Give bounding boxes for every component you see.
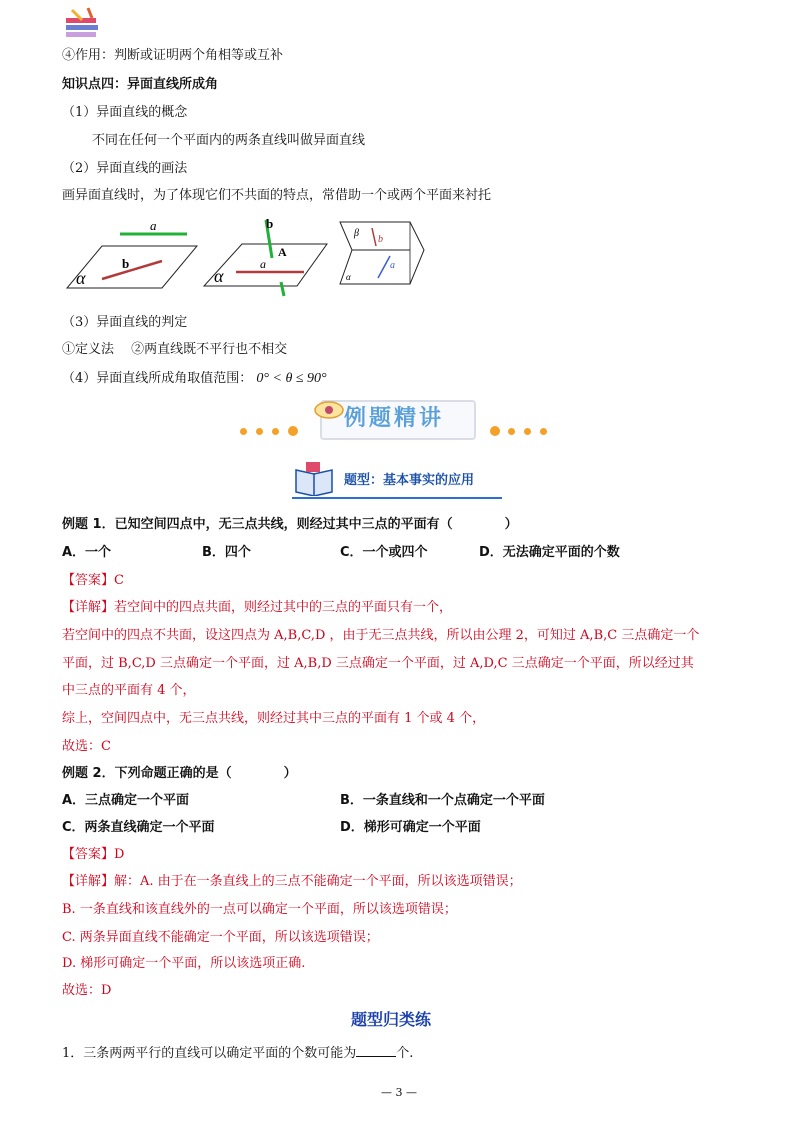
answer-blank[interactable]	[356, 1044, 396, 1057]
example-2-explanation-line: 故选：D	[62, 983, 112, 998]
label-a: a	[150, 218, 157, 233]
judgement-heading: （3）异面直线的判定	[62, 315, 188, 330]
example-1-explanation-line: 中三点的平面有 4 个，	[62, 683, 196, 698]
angle-range-label: （4）异面直线所成角取值范围：	[62, 371, 253, 386]
example-1-option-c: C．一个或四个	[340, 545, 428, 560]
practice-q1-suffix: 个.	[396, 1046, 414, 1061]
skew-lines-figure-1	[62, 216, 202, 296]
concept-text: 不同在任何一个平面内的两条直线叫做异面直线	[92, 133, 366, 148]
example-2-explanation-line: D. 梯形可确定一个平面，所以该选项正确.	[62, 956, 306, 971]
example-2-explanation-line: 【详解】解：A. 由于在一条直线上的三点不能确定一个平面，所以该选项错误；	[62, 874, 522, 889]
open-book-icon	[292, 460, 336, 496]
example-2-option-a: A．三点确定一个平面	[62, 793, 190, 808]
label-b: b	[266, 216, 274, 231]
item-4-usage: ④作用：判断或证明两个角相等或互补	[62, 48, 284, 63]
example-banner	[232, 398, 562, 442]
example-1-explanation-line: 【详解】若空间中的四点共面，则经过其中的三点的平面只有一个，	[62, 600, 453, 615]
line-a	[378, 256, 390, 278]
practice-question-1	[62, 1042, 413, 1061]
example-1-answer: 【答案】C	[62, 573, 124, 588]
label-A: A	[278, 245, 287, 259]
example-1-option-a: A．一个	[62, 545, 112, 560]
example-2-explanation-line: C. 两条异面直线不能确定一个平面，所以该选项错误；	[62, 930, 379, 945]
book-logo-icon	[62, 6, 106, 48]
drawing-heading: （2）异面直线的画法	[62, 161, 188, 176]
label-a: a	[260, 257, 266, 271]
label-b: b	[378, 234, 383, 245]
label-b: b	[122, 256, 130, 271]
line-b	[372, 228, 376, 246]
judgement-text: ①定义法 ②两直线既不平行也不相交	[62, 342, 288, 357]
example-2-explanation-line: B. 一条直线和该直线外的一点可以确定一个平面，所以该选项错误；	[62, 902, 457, 917]
label-alpha: α	[214, 266, 224, 286]
practice-title: 题型归类练	[351, 1010, 432, 1029]
example-2-question: 例题 2．下列命题正确的是（ ）	[62, 766, 297, 781]
skew-lines-figure-2	[202, 214, 332, 300]
example-1-explanation-line: 故选：C	[62, 739, 111, 754]
concept-heading: （1）异面直线的概念	[62, 105, 188, 120]
banner-title: 例题精讲	[344, 406, 445, 431]
label-a: a	[390, 260, 395, 271]
type-label: 题型：基本事实的应用	[344, 473, 475, 488]
label-alpha: α	[76, 268, 86, 288]
example-1-explanation-line: 综上，空间四点中，无三点共线，则经过其中三点的平面有 1 个或 4 个，	[62, 711, 486, 726]
skew-lines-figure-3	[332, 216, 432, 290]
line-b	[102, 261, 162, 279]
example-1-option-d: D．无法确定平面的个数	[479, 545, 620, 560]
example-2-option-d: D．梯形可确定一个平面	[340, 820, 481, 835]
example-1-explanation-line: 平面，过 B,C,D 三点确定一个平面，过 A,B,D 三点确定一个平面，过 A,D,C 三点确定一个平面，所以经过其	[62, 656, 694, 671]
example-2-answer: 【答案】D	[62, 847, 125, 862]
example-1-explanation-line: 若空间中的四点不共面，设这四点为 A,B,C,D ，由于无三点共线，所以由公理 2，可知过 A,B,C 三点确定一个	[62, 628, 700, 643]
drawing-text: 画异面直线时，为了体现它们不共面的特点，常借助一个或两个平面来衬托	[62, 188, 492, 203]
example-2-option-b: B．一条直线和一个点确定一个平面	[340, 793, 545, 808]
example-2-option-c: C．两条直线确定一个平面	[62, 820, 215, 835]
knowledge-point-4-title: 知识点四：异面直线所成角	[62, 77, 219, 92]
example-1-option-b: B．四个	[202, 545, 251, 560]
eye-icon	[312, 398, 346, 422]
angle-range-line	[62, 367, 327, 387]
label-alpha: α	[346, 272, 351, 282]
label-beta: β	[354, 228, 359, 239]
example-1-question: 例题 1．已知空间四点中，无三点共线，则经过其中三点的平面有（ ）	[62, 517, 518, 532]
practice-q1-text: 1．三条两两平行的直线可以确定平面的个数可能为	[62, 1046, 357, 1061]
type-header	[292, 460, 502, 500]
angle-range-math: 0° < θ ≤ 90°	[256, 371, 327, 386]
page-number: — 3 —	[381, 1086, 417, 1099]
